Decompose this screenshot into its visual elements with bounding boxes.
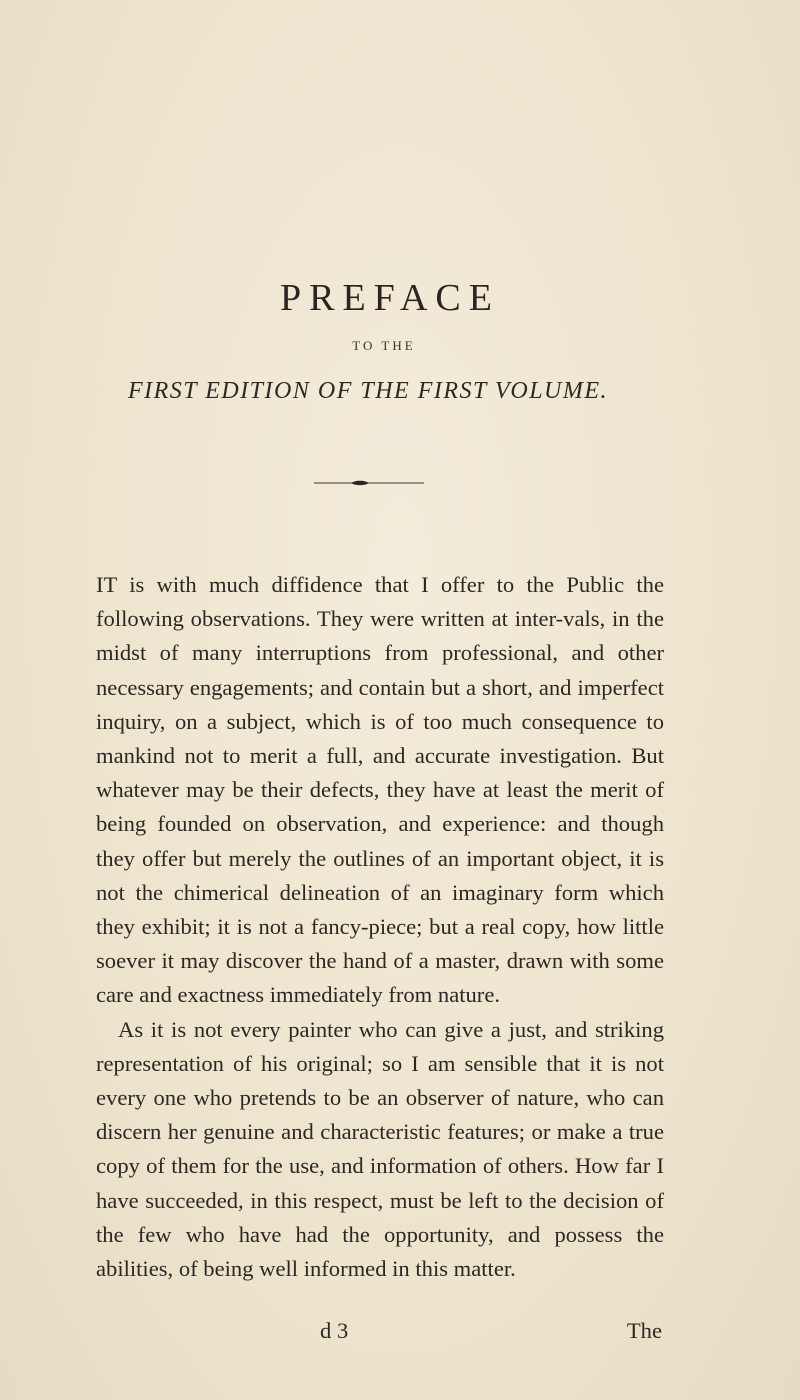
paragraph-2: As it is not every painter who can give a just, and striking representation of his original; so I am sensible that it is not every one who pretends to be an observer of nature, who can discern her genuine and characteristic features; or make a true copy of them for the use, and information of others. How far I have succeeded, in this respect, must be left to the decision of the few who have had the opportunity, and possess the abilities, of being well informed in this matter.: [96, 1016, 664, 1282]
page-subtitle: FIRST EDITION OF THE FIRST VOLUME.: [127, 378, 609, 404]
preface-body: [96, 568, 664, 1286]
divider-ornament: [314, 480, 424, 486]
catchword: The: [626, 1318, 662, 1343]
signature-mark: d 3: [320, 1318, 349, 1343]
title-connector: TO THE: [352, 338, 416, 353]
page-title: PREFACE: [279, 277, 500, 319]
paragraph-1: IT is with much diffidence that I offer to the Public the following observations. They were written at inter-vals, in the midst of many interruptions from professional, and other necessary engagements; and contain but a short, and imperfect inquiry, on a subject, which is of too much consequence to mankind not to merit a full, and accurate investigation. But whatever may be their defects, they have at least the merit of being founded on observation, and experience: and though they offer but merely the outlines of an important object, it is not the chimerical delineation of an imaginary form which they exhibit; it is not a fancy-piece; but a real copy, how little soever it may discover the hand of a master, drawn with some care and exactness immediately from nature.: [96, 572, 664, 1008]
